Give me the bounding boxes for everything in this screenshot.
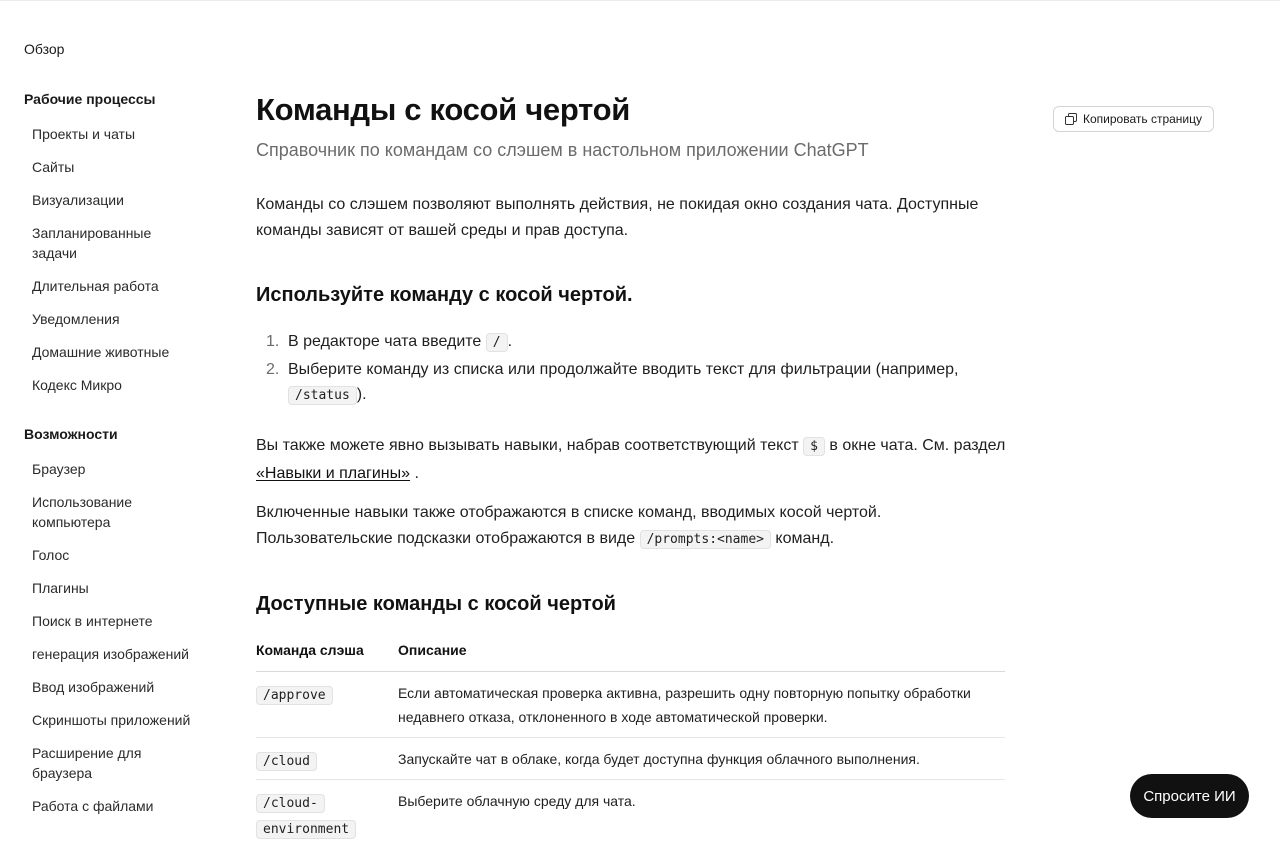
ask-ai-button[interactable] — [1130, 774, 1249, 818]
step-text-end: . — [507, 333, 513, 350]
step-text-end: ). — [356, 386, 367, 403]
sidebar-item-codex-micro[interactable]: Кодекс Микро — [32, 377, 122, 393]
step-number: 1. — [266, 333, 280, 350]
section-heading-available: Доступные команды с косой чертой — [256, 593, 616, 615]
prompts-text: Включенные навыки также отображаются в списке команд, вводимых косой чертой. Пользовательские подсказки отображаются в виде — [256, 504, 882, 547]
copy-icon — [1065, 113, 1077, 125]
sidebar-item-pets[interactable]: Домашние животные — [32, 344, 170, 360]
command-code: /cloud — [256, 752, 317, 771]
sidebar-item-notifications[interactable]: Уведомления — [32, 311, 120, 327]
command-code-cont: environment — [256, 820, 356, 839]
sidebar-item-files[interactable]: Работа с файлами — [32, 798, 154, 814]
section-heading-use: Используйте команду с косой чертой. — [256, 284, 633, 306]
prompts-text-end: команд. — [770, 530, 835, 547]
step-text: Выберите команду из списка или продолжайте вводить текст для фильтрации (например, — [288, 361, 959, 378]
table-row — [256, 672, 1005, 738]
sidebar-item-scheduled-tasks[interactable]: Запланированные задачи — [32, 225, 152, 261]
sidebar-heading-capabilities: Возможности — [24, 426, 118, 442]
header-command: Команда слэша — [256, 642, 364, 658]
inline-code: / — [486, 333, 508, 352]
table-header — [256, 638, 1005, 672]
sidebar-heading-workflows: Рабочие процессы — [24, 91, 156, 107]
main-content — [256, 0, 1006, 838]
command-cell — [256, 790, 384, 842]
commands-table — [256, 638, 1005, 840]
command-code: /cloud- — [256, 794, 325, 813]
skills-text-end: . — [410, 465, 419, 482]
sidebar-item-browser-extension[interactable]: Расширение для браузера — [32, 745, 142, 781]
table-row — [256, 738, 1005, 780]
table-row — [256, 780, 1005, 840]
intro-paragraph: Команды со слэшем позволяют выполнять действия, не покидая окно создания чата. Доступные команды зависят от вашей среды и прав доступа. — [256, 196, 979, 239]
copy-page-button[interactable] — [1053, 106, 1214, 132]
description-cell: Если автоматическая проверка активна, разрешить одну повторную попытку обработки недавнего отказа, отклоненного в ходе автоматической проверки. — [398, 685, 971, 725]
sidebar-item-image-generation[interactable]: генерация изображений — [32, 646, 189, 662]
list-item — [256, 357, 1006, 408]
sidebar-nav — [0, 0, 210, 838]
page-subtitle: Справочник по командам со слэшем в настольном приложении ChatGPT — [256, 140, 869, 160]
sidebar-item-sites[interactable]: Сайты — [32, 159, 75, 175]
sidebar-item-voice[interactable]: Голос — [32, 547, 70, 563]
step-text: В редакторе чата введите — [288, 333, 486, 350]
inline-code: $ — [803, 437, 825, 456]
copy-page-label: Копировать страницу — [1083, 112, 1202, 126]
sidebar-item-computer-use[interactable]: Использование компьютера — [32, 494, 133, 530]
inline-code: /status — [288, 386, 357, 405]
ask-ai-label: Спросите ИИ — [1143, 787, 1236, 805]
sidebar-item-projects[interactable]: Проекты и чаты — [32, 126, 136, 142]
sidebar-item-long-work[interactable]: Длительная работа — [32, 278, 159, 294]
prompts-paragraph — [256, 500, 1006, 553]
sidebar-item-overview[interactable]: Обзор — [24, 41, 65, 57]
description-cell: Выберите облачную среду для чата. — [398, 793, 636, 809]
sidebar-item-web-search[interactable]: Поиск в интернете — [32, 613, 153, 629]
sidebar-item-plugins[interactable]: Плагины — [32, 580, 89, 596]
description-cell: Запускайте чат в облаке, когда будет доступна функция облачного выполнения. — [398, 751, 920, 767]
step-number: 2. — [266, 361, 280, 378]
command-cell — [256, 748, 384, 774]
skills-text: Вы также можете явно вызывать навыки, набрав соответствующий текст — [256, 437, 804, 454]
steps-list — [256, 329, 1006, 410]
sidebar-item-browser[interactable]: Браузер — [32, 461, 86, 477]
sidebar-item-visualizations[interactable]: Визуализации — [32, 192, 124, 208]
list-item — [256, 329, 1006, 355]
page-title: Команды с косой чертой — [256, 92, 630, 127]
skills-paragraph — [256, 432, 1006, 487]
command-code: /approve — [256, 686, 333, 705]
command-cell — [256, 682, 384, 708]
header-description: Описание — [398, 642, 467, 658]
sidebar-item-app-screenshots[interactable]: Скриншоты приложений — [32, 712, 191, 728]
sidebar-item-image-input[interactable]: Ввод изображений — [32, 679, 155, 695]
inline-code: /prompts:<name> — [640, 530, 771, 549]
skills-text-2: в окне чата. См. раздел — [824, 437, 1006, 454]
skills-plugins-link[interactable]: «Навыки и плагины» — [256, 465, 411, 482]
